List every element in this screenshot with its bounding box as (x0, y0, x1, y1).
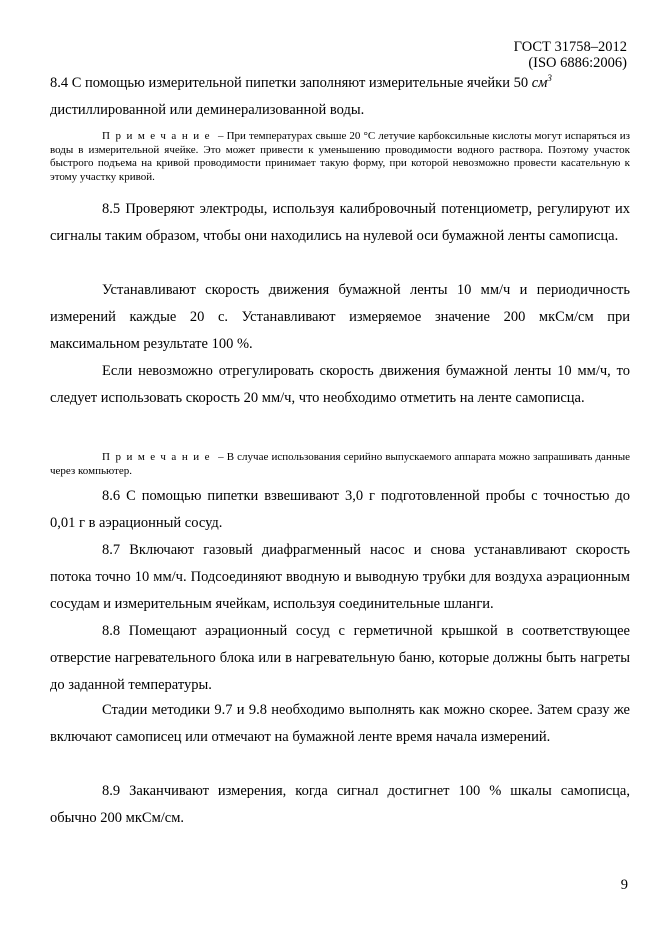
clause-8-9: 8.9 Заканчивают измерения, когда сигнал достигнет 100 % шкалы самописца, обычно 200 мкСм/см. (50, 783, 630, 826)
unit-exponent: 3 (547, 73, 552, 84)
note-2 (50, 451, 630, 478)
note-1 (50, 130, 630, 184)
clause-8-4 (50, 70, 630, 124)
clause-8-7: 8.7 Включают газовый диафрагменный насос и снова устанавливают скорость потока точно 10 мм/ч. Подсоединяют вводную и выводную трубки для воздуха аэрационным сосудам и измерительным ячейкам, используя соединительные шланги. (50, 542, 630, 612)
note-2-text: – В случае использования серийно выпускаемого аппарата можно запрашивать данные через компьютер. (50, 451, 630, 477)
clause-8-8: 8.8 Помещают аэрационный сосуд с герметичной крышкой в соответствующее отверстие нагревательного блока или в нагревательную баню, которые должны быть нагреты до заданной температуры. (50, 623, 630, 693)
clause-8-6: 8.6 С помощью пипетки взвешивают 3,0 г подготовленной пробы с точностью до 0,01 г в аэрационный сосуд. (50, 488, 630, 531)
iso-reference: (ISO 6886:2006) (528, 55, 627, 71)
clause-8-5: 8.5 Проверяют электроды, используя калибровочный потенциометр, регулируют их сигналы таким образом, чтобы они находились на нулевой оси бумажной ленты самописца. (50, 201, 630, 244)
unit-cm: см (531, 75, 548, 91)
clause-8-8-stages: Стадии методики 9.7 и 9.8 необходимо выполнять как можно скорее. Затем сразу же включают самописец или отмечают на бумажной ленте время начала измерений. (50, 702, 630, 745)
note-label: Примечание (102, 451, 215, 463)
note-1-text: – При температурах свыше 20 °С летучие карбоксильные кислоты могут испаряться из воды в измерительной ячейке. Это может привести к уменьшению проводимости водного раствора. Поэтому участок быстрого подъема на кривой проводимости принимает такую форму, при которой невозможно провести касательную к этому участку кривой. (50, 130, 630, 183)
standard-number: ГОСТ 31758–2012 (513, 39, 627, 55)
standard-header (514, 39, 627, 71)
clause-8-4-text: 8.4 С помощью измерительной пипетки заполняют измерительные ячейки 50 (50, 75, 532, 91)
page-number: 9 (620, 877, 628, 893)
note-label: Примечание (102, 130, 215, 142)
clause-8-4-continuation: дистиллированной или деминерализованной воды. (50, 102, 365, 118)
clause-8-5-speed: Устанавливают скорость движения бумажной ленты 10 мм/ч и периодичность измерений каждые 20 с. Устанавливают измеряемое значение 200 мкСм/см при максимальном результате 100 %. (50, 282, 630, 352)
clause-8-5-alternative: Если невозможно отрегулировать скорость движения бумажной ленты 10 мм/ч, то следует использовать скорость 20 мм/ч, что необходимо отметить на ленте самописца. (50, 363, 630, 406)
